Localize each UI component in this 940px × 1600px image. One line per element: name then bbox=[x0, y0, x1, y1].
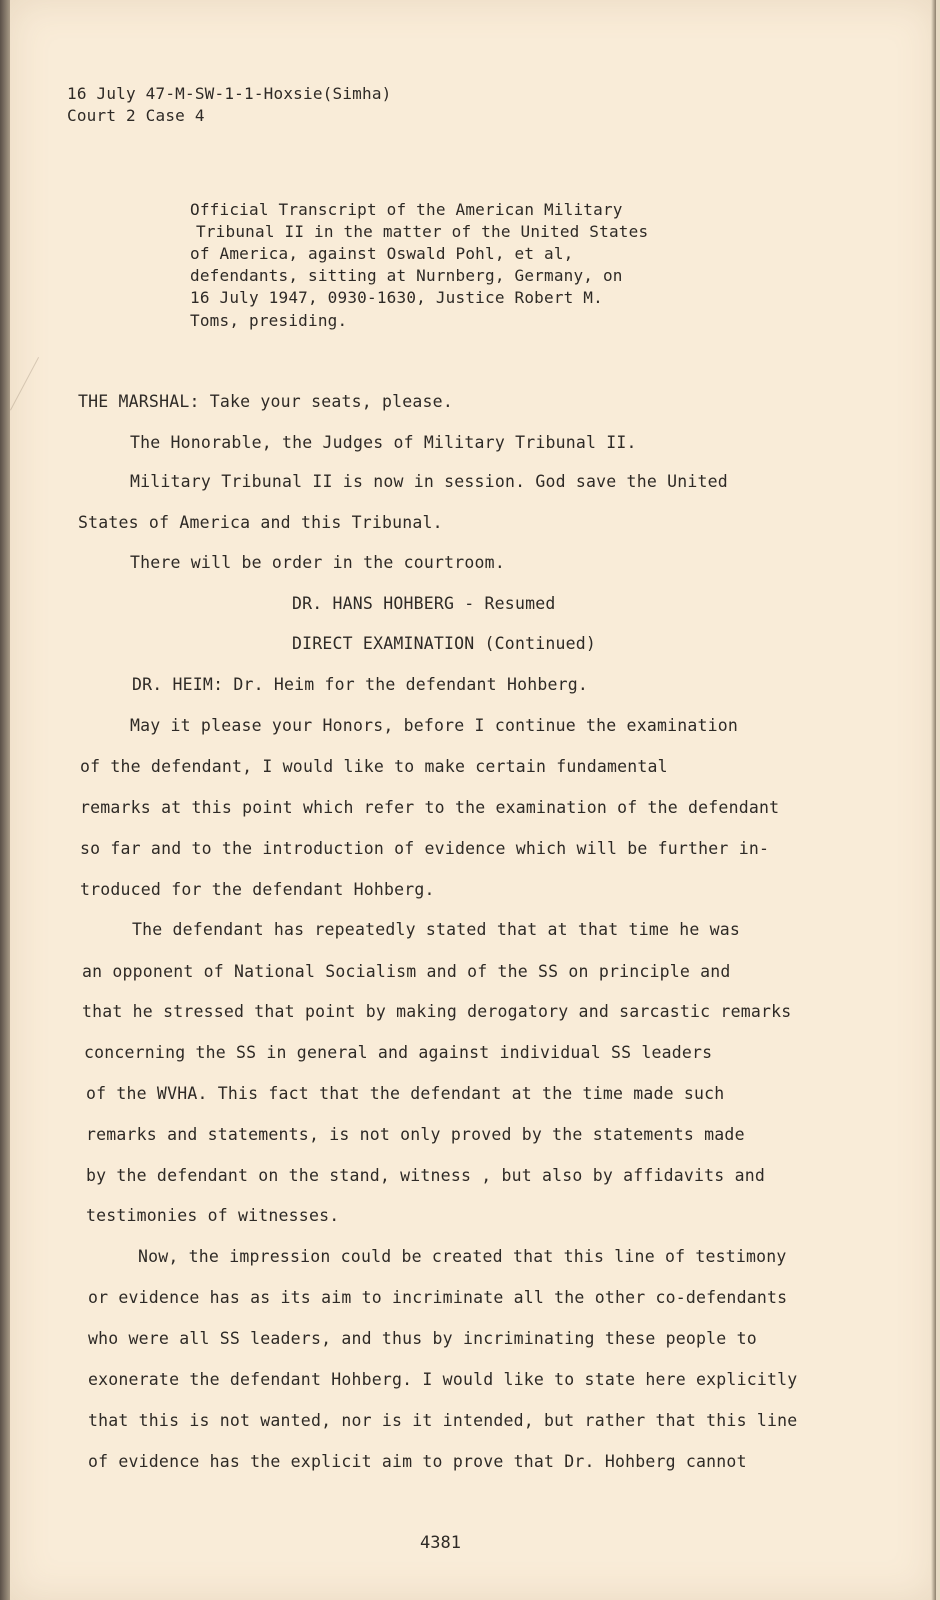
transcript-line: that this is not wanted, nor is it intended, but rather that this line bbox=[88, 1411, 798, 1430]
header-reference: 16 July 47-M-SW-1-1-Hoxsie(Simha) bbox=[67, 84, 392, 103]
caption-line: Tribunal II in the matter of the United States bbox=[196, 222, 649, 241]
transcript-line: of the defendant, I would like to make certain fundamental bbox=[80, 757, 668, 776]
paper-edge-shadow bbox=[931, 0, 936, 1600]
transcript-line: There will be order in the courtroom. bbox=[130, 553, 505, 572]
transcript-line: testimonies of witnesses. bbox=[86, 1206, 340, 1225]
transcript-line: Now, the impression could be created that this line of testimony bbox=[138, 1247, 787, 1266]
transcript-line: exonerate the defendant Hohberg. I would like to state here explicitly bbox=[88, 1370, 798, 1389]
paper-crease bbox=[10, 357, 39, 410]
caption-line: Toms, presiding. bbox=[190, 311, 348, 330]
header-court-case: Court 2 Case 4 bbox=[67, 106, 205, 125]
transcript-line: who were all SS leaders, and thus by incriminating these people to bbox=[88, 1329, 757, 1348]
transcript-line: The Honorable, the Judges of Military Tribunal II. bbox=[130, 433, 637, 452]
transcript-line: THE MARSHAL: Take your seats, please. bbox=[78, 392, 453, 411]
document-page bbox=[10, 0, 936, 1600]
transcript-line: so far and to the introduction of evidence which will be further in- bbox=[80, 839, 770, 858]
transcript-line: DR. HEIM: Dr. Heim for the defendant Hohberg. bbox=[132, 675, 589, 694]
caption-line: Official Transcript of the American Military bbox=[190, 200, 623, 219]
transcript-line: remarks and statements, is not only proved by the statements made bbox=[86, 1125, 745, 1144]
caption-line: 16 July 1947, 0930-1630, Justice Robert M. bbox=[190, 288, 603, 307]
transcript-line: concerning the SS in general and against individual SS leaders bbox=[84, 1043, 713, 1062]
transcript-line: an opponent of National Socialism and of the SS on principle and bbox=[82, 962, 731, 981]
transcript-line: May it please your Honors, before I continue the examination bbox=[130, 716, 739, 735]
transcript-line: or evidence has as its aim to incriminate all the other co-defendants bbox=[88, 1288, 788, 1307]
transcript-line: The defendant has repeatedly stated that at that time he was bbox=[132, 920, 741, 939]
transcript-line: that he stressed that point by making derogatory and sarcastic remarks bbox=[82, 1002, 792, 1021]
section-heading: DIRECT EXAMINATION (Continued) bbox=[292, 634, 597, 653]
caption-line: defendants, sitting at Nurnberg, Germany, on bbox=[190, 266, 623, 285]
transcript-line: Military Tribunal II is now in session. God save the United bbox=[130, 472, 728, 491]
transcript-line: States of America and this Tribunal. bbox=[78, 513, 443, 532]
page-number: 4381 bbox=[420, 1533, 461, 1553]
transcript-line: troduced for the defendant Hohberg. bbox=[80, 880, 435, 899]
transcript-line: of the WVHA. This fact that the defendant at the time made such bbox=[86, 1084, 725, 1103]
transcript-line: by the defendant on the stand, witness , but also by affidavits and bbox=[86, 1166, 765, 1185]
transcript-line: of evidence has the explicit aim to prove that Dr. Hohberg cannot bbox=[88, 1452, 747, 1471]
transcript-line: remarks at this point which refer to the examination of the defendant bbox=[80, 798, 780, 817]
section-heading: DR. HANS HOHBERG - Resumed bbox=[292, 594, 556, 613]
caption-line: of America, against Oswald Pohl, et al, bbox=[190, 244, 574, 263]
scan-border bbox=[0, 0, 10, 1600]
